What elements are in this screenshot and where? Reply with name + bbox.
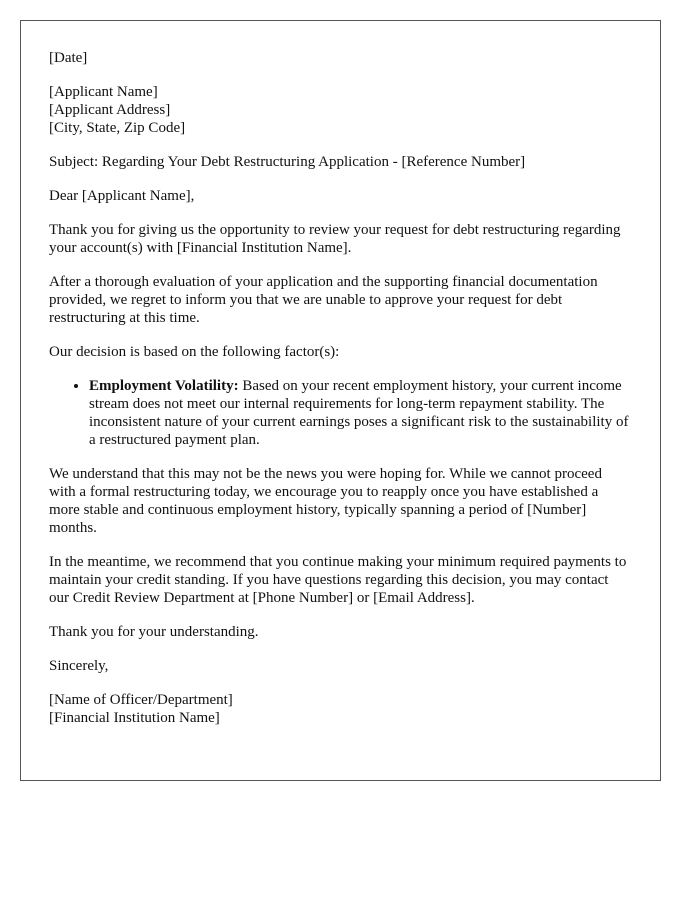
signature-block <box>49 691 631 727</box>
factor-item <box>89 377 631 449</box>
salutation: Dear [Applicant Name], <box>49 188 195 204</box>
letter-date: [Date] <box>49 50 88 66</box>
decision-paragraph: After a thorough evaluation of your application and the supporting financial documentation provided, we regret to inform you that we are unable to approve your request for debt restructuring at this time. <box>49 274 598 326</box>
intro-paragraph: Thank you for giving us the opportunity to review your request for debt restructuring regarding your account(s) with [Financial Institution Name]. <box>49 222 621 256</box>
recipient-block <box>49 83 631 137</box>
factor-title: Employment Volatility: <box>89 378 239 394</box>
recipient-address: [Applicant Address] <box>49 102 171 118</box>
understanding-paragraph: We understand that this may not be the news you were hoping for. While we cannot proceed with a formal restructuring today, we encourage you to reapply once you have established a more stable and continuous employment history, typically spanning a period of [Number] months. <box>49 466 602 536</box>
thanks-paragraph: Thank you for your understanding. <box>49 624 259 640</box>
meantime-paragraph: In the meantime, we recommend that you continue making your minimum required payments to maintain your credit standing. If you have questions regarding this decision, you may contact our Credit Review Department at [Phone Number] or [Email Address]. <box>49 554 627 606</box>
factors-intro: Our decision is based on the following factor(s): <box>49 344 340 360</box>
signature-officer: [Name of Officer/Department] <box>49 692 233 708</box>
subject-line: Subject: Regarding Your Debt Restructuring Application - [Reference Number] <box>49 154 526 170</box>
recipient-name: [Applicant Name] <box>49 84 158 100</box>
signature-institution: [Financial Institution Name] <box>49 710 220 726</box>
recipient-city-state-zip: [City, State, Zip Code] <box>49 120 186 136</box>
factor-text: Based on your recent employment history, your current income stream does not meet our internal requirements for long-term repayment stability. The inconsistent nature of your current earnings poses a significant risk to the sustainability of a restructured payment plan. <box>89 378 629 448</box>
letter <box>20 20 661 781</box>
closing: Sincerely, <box>49 658 109 674</box>
factors-list <box>49 377 631 449</box>
